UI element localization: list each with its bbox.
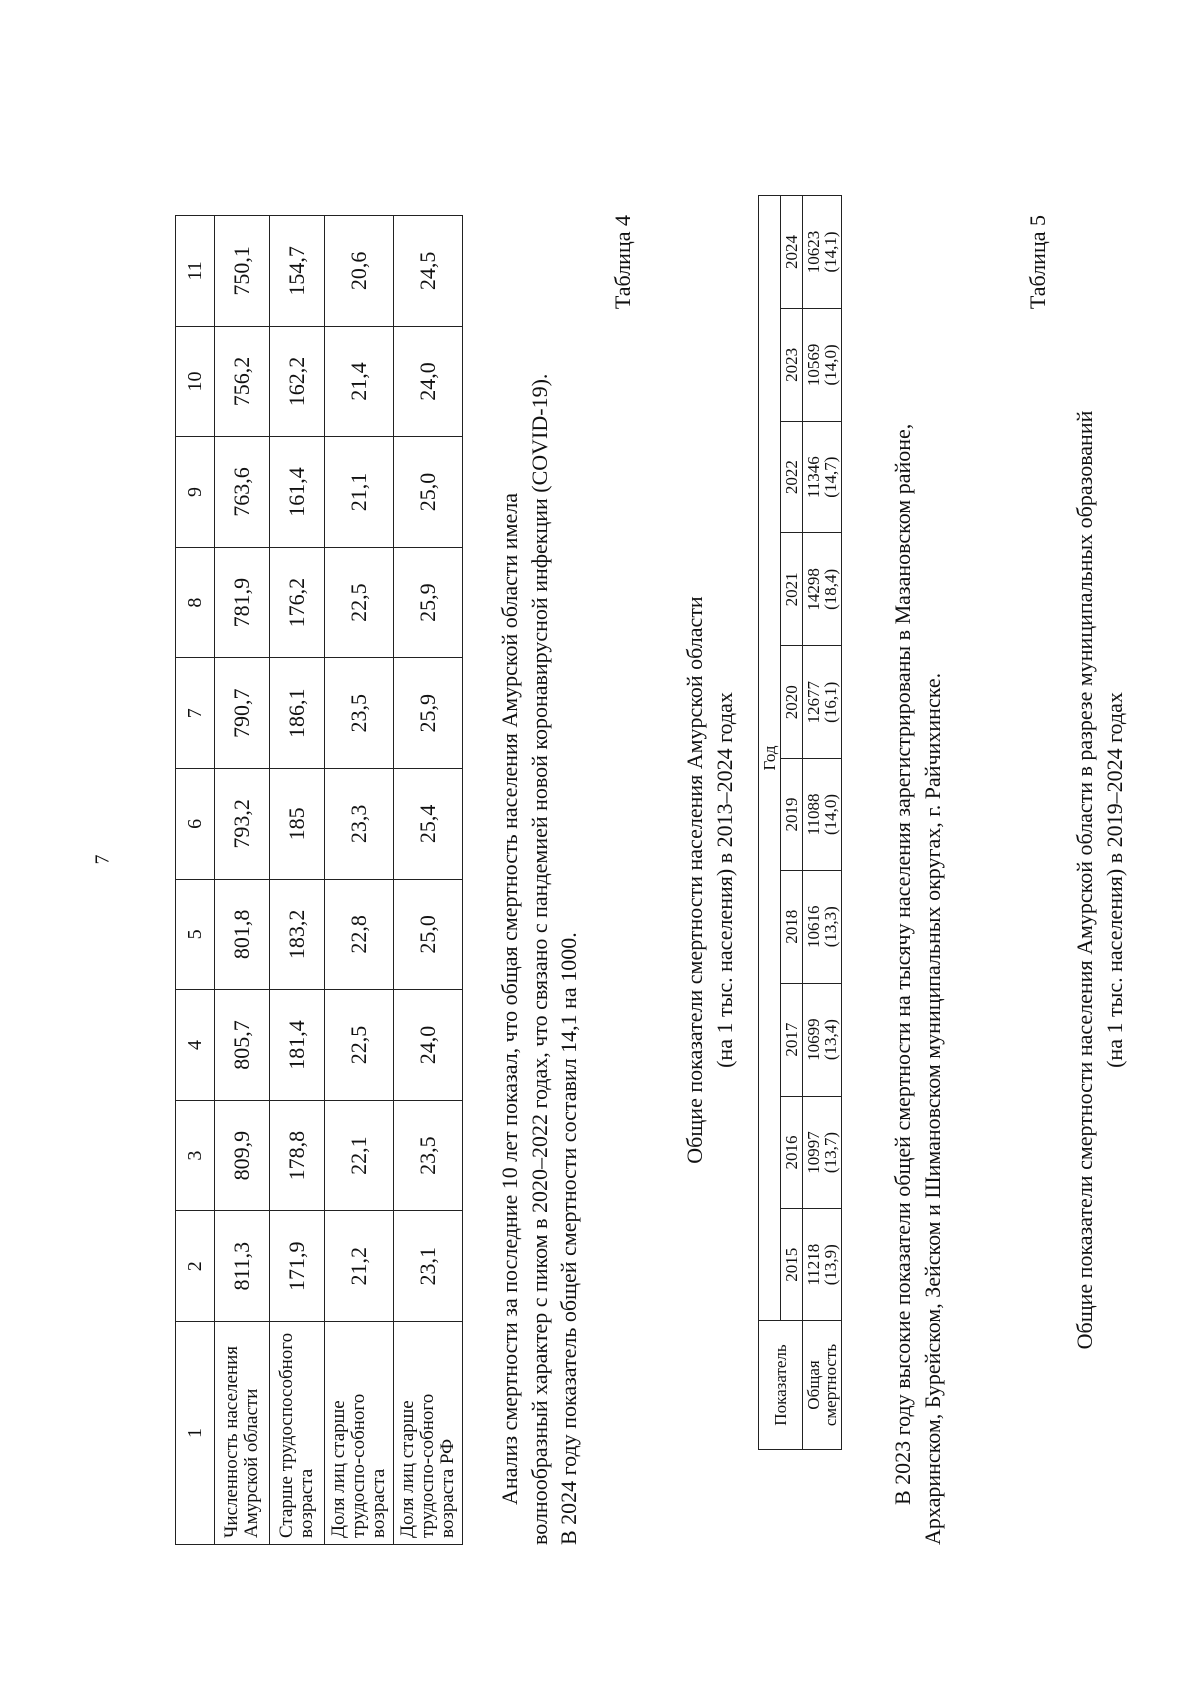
header-cell: 1 xyxy=(176,1322,215,1545)
rate-value: (14,0) xyxy=(821,793,840,836)
header-cell: 10 xyxy=(176,326,215,437)
table-cell: 811,3 xyxy=(215,1211,270,1322)
count-value: 14298 xyxy=(804,568,823,611)
year-cell: 2021 xyxy=(781,533,803,646)
population-table xyxy=(175,215,463,1545)
table-row xyxy=(215,216,270,1545)
page-number: 7 xyxy=(91,854,114,865)
table-cell: 181,4 xyxy=(270,990,325,1101)
caption-line: (на 1 тыс. населения) в 2019–2024 годах xyxy=(1101,692,1127,1068)
table-cell: 756,2 xyxy=(215,326,270,437)
table-cell: 25,0 xyxy=(393,437,462,548)
table-row xyxy=(270,216,325,1545)
year-cell: 2020 xyxy=(781,646,803,759)
table-cell: 171,9 xyxy=(270,1211,325,1322)
table-cell: 22,8 xyxy=(325,879,394,990)
table-header-row xyxy=(176,216,215,1545)
table-cell: 793,2 xyxy=(215,769,270,880)
header-cell: 4 xyxy=(176,990,215,1101)
table-cell: 25,4 xyxy=(393,769,462,880)
count-value: 10997 xyxy=(804,1131,823,1174)
table-cell: 176,2 xyxy=(270,547,325,658)
table-cell: 763,6 xyxy=(215,437,270,548)
year-cell: 2019 xyxy=(781,759,803,871)
table5-caption xyxy=(1070,215,1129,1545)
table-cell: 22,5 xyxy=(325,990,394,1101)
table-cell xyxy=(803,983,842,1096)
table-cell xyxy=(803,870,842,983)
table-cell: 790,7 xyxy=(215,658,270,769)
table-cell: 23,5 xyxy=(393,1100,462,1211)
table-cell: 183,2 xyxy=(270,879,325,990)
table-cell xyxy=(803,533,842,646)
table-row xyxy=(393,216,462,1545)
mortality-table xyxy=(758,195,842,1450)
rate-value: (16,1) xyxy=(821,681,840,723)
row-label: Численность населения Амурской области xyxy=(215,1322,270,1545)
rate-value: (14,7) xyxy=(821,456,840,498)
count-value: 10699 xyxy=(804,1018,823,1061)
header-cell: 9 xyxy=(176,437,215,548)
table-cell xyxy=(803,1209,842,1321)
table-cell xyxy=(803,308,842,421)
year-cell: 2018 xyxy=(781,870,803,983)
table-row xyxy=(803,196,842,1450)
year-cell: 2017 xyxy=(781,983,803,1096)
high-mortality-paragraph xyxy=(888,215,947,1545)
table-cell: 21,4 xyxy=(325,326,394,437)
table-cell: 24,0 xyxy=(393,990,462,1101)
caption-line: Общие показатели смертности населения Амурской области в разрезе муниципальных образований xyxy=(1072,410,1097,1350)
count-value: 11088 xyxy=(804,793,823,836)
table-cell: 25,0 xyxy=(393,879,462,990)
count-value: 10623 xyxy=(804,230,823,274)
table-cell: 22,5 xyxy=(325,547,394,658)
table-cell: 21,2 xyxy=(325,1211,394,1322)
table-row xyxy=(325,216,394,1545)
table-cell xyxy=(803,196,842,309)
table-cell xyxy=(803,421,842,533)
paragraph-line: В 2023 году высокие показатели общей смертности на тысячу населения зарегистрированы в Мазановском районе, xyxy=(890,423,915,1505)
table5-label: Таблица 5 xyxy=(1025,215,1050,310)
mortality-analysis-paragraph xyxy=(495,215,584,1545)
table-cell: 24,5 xyxy=(393,216,462,327)
table-cell: 809,9 xyxy=(215,1100,270,1211)
table-cell: 750,1 xyxy=(215,216,270,327)
table-cell: 22,1 xyxy=(325,1100,394,1211)
rate-value: (14,1) xyxy=(821,231,840,273)
table-cell: 186,1 xyxy=(270,658,325,769)
count-value: 10569 xyxy=(804,343,823,387)
table4-caption xyxy=(680,215,739,1545)
header-cell: 7 xyxy=(176,658,215,769)
year-header: Год xyxy=(759,196,781,1321)
row-label: Старше трудоспособного возраста xyxy=(270,1322,325,1545)
year-cell: 2016 xyxy=(781,1096,803,1209)
header-cell: 11 xyxy=(176,216,215,327)
table-cell: 805,7 xyxy=(215,990,270,1101)
rate-value: (18,4) xyxy=(821,568,840,610)
count-value: 11218 xyxy=(804,1243,823,1286)
table-cell xyxy=(803,759,842,871)
header-cell: 8 xyxy=(176,547,215,658)
header-cell: 3 xyxy=(176,1100,215,1211)
paragraph-line: Анализ смертности за последние 10 лет показал, что общая смертность населения Амурской области имела xyxy=(497,492,522,1505)
year-cell: 2024 xyxy=(781,196,803,309)
table-cell: 161,4 xyxy=(270,437,325,548)
count-value: 11346 xyxy=(804,456,823,499)
rate-value: (13,9) xyxy=(821,1244,840,1286)
table-cell xyxy=(803,1096,842,1209)
paragraph-line: Архаринском, Бурейском, Зейском и Шимановском муниципальных округах, г. Райчихинске. xyxy=(919,672,945,1545)
table-cell xyxy=(803,646,842,759)
row-label: Доля лиц старше трудоспо-собного возраста РФ xyxy=(393,1322,462,1545)
paragraph-line: В 2024 году показатель общей смертности составил 14,1 на 1000. xyxy=(556,932,582,1545)
rate-value: (13,4) xyxy=(821,1019,840,1061)
table-cell: 162,2 xyxy=(270,326,325,437)
table-cell: 23,5 xyxy=(325,658,394,769)
table-cell: 185 xyxy=(270,769,325,880)
table-cell: 23,1 xyxy=(393,1211,462,1322)
header-cell: 2 xyxy=(176,1211,215,1322)
table-header-row xyxy=(781,196,803,1450)
caption-line: Общие показатели смертности населения Амурской области xyxy=(682,596,707,1164)
header-cell: 6 xyxy=(176,769,215,880)
table-cell: 20,6 xyxy=(325,216,394,327)
count-value: 10616 xyxy=(804,905,823,948)
table-cell: 154,7 xyxy=(270,216,325,327)
row-label: Общая смертность xyxy=(803,1321,842,1450)
rate-value: (14,0) xyxy=(821,344,840,386)
caption-line: (на 1 тыс. населения) в 2013–2024 годах xyxy=(711,692,737,1068)
year-cell: 2015 xyxy=(781,1209,803,1321)
table-cell: 781,9 xyxy=(215,547,270,658)
rate-value: (13,3) xyxy=(821,906,840,948)
paragraph-line: волнообразный характер с пиком в 2020–2022 годах, что связано с пандемией новой коронавирусной инфекции (COVID-19). xyxy=(526,373,552,1545)
table-cell: 801,8 xyxy=(215,879,270,990)
table-header-row xyxy=(759,196,781,1450)
count-value: 12677 xyxy=(804,681,823,724)
indicator-header: Показатель xyxy=(759,1321,803,1450)
table-cell: 21,1 xyxy=(325,437,394,548)
year-cell: 2023 xyxy=(781,308,803,421)
table-cell: 23,3 xyxy=(325,769,394,880)
year-cell: 2022 xyxy=(781,421,803,533)
rotated-content xyxy=(40,40,1160,1640)
table-cell: 25,9 xyxy=(393,547,462,658)
row-label: Доля лиц старше трудоспо-собного возраста xyxy=(325,1322,394,1545)
table-cell: 178,8 xyxy=(270,1100,325,1211)
table-cell: 24,0 xyxy=(393,326,462,437)
header-cell: 5 xyxy=(176,879,215,990)
table-cell: 25,9 xyxy=(393,658,462,769)
table4-label: Таблица 4 xyxy=(610,215,635,310)
rate-value: (13,7) xyxy=(821,1131,840,1174)
